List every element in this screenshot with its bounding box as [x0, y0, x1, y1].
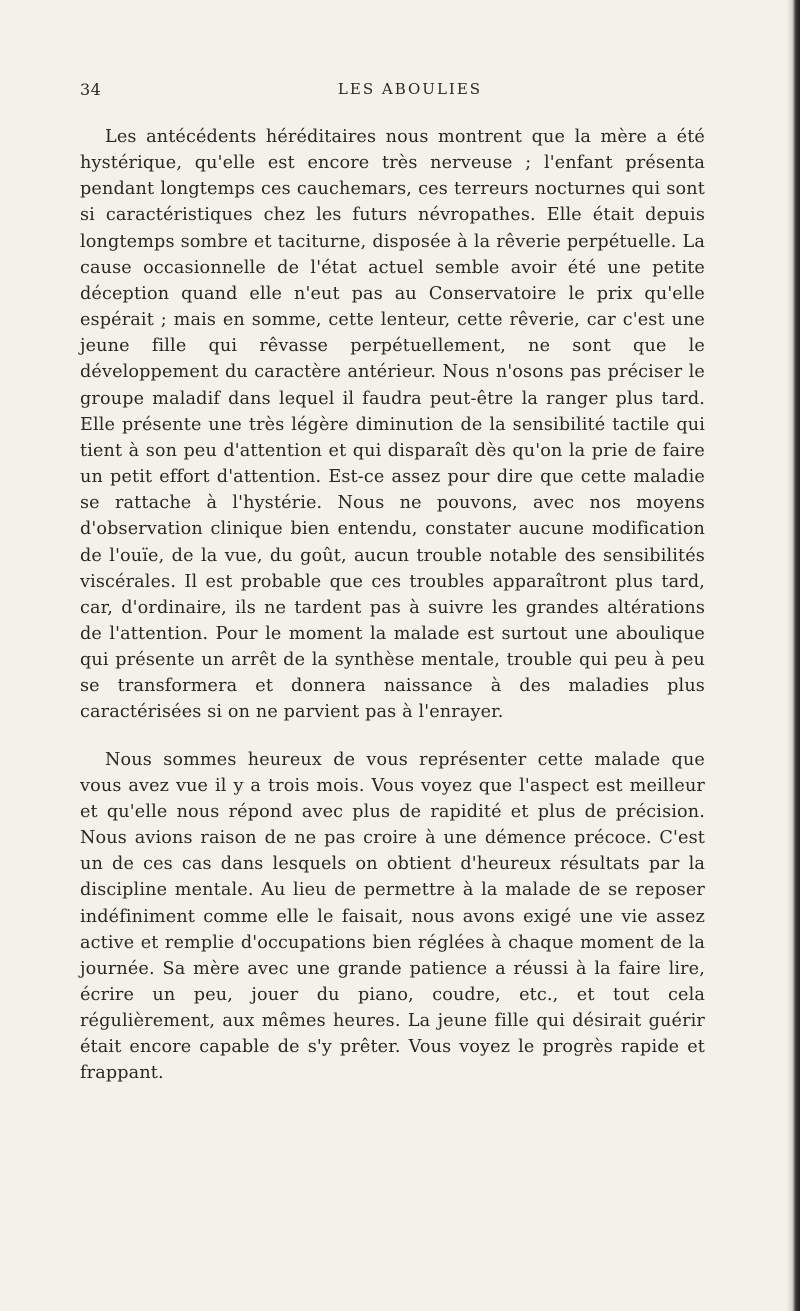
paragraph-1: Les antécédents héréditaires nous montrent que la mère a été hystérique, qu'elle est encore très nerveuse ; l'enfant présenta pendant longtemps ces cauchemars, ces terreurs nocturnes qui sont si caractéristiques chez les futurs névropathes. Elle était depuis longtemps sombre et taciturne, disposée à la rêverie perpétuelle. La cause occasionnelle de l'état actuel semble avoir été une petite déception quand elle n'eut pas au Conservatoire le prix qu'elle espérait ; mais en somme, cette lenteur, cette rêverie, car c'est une jeune fille qui rêvasse perpétuellement, ne sont que le développement du caractère antérieur. Nous n'osons pas préciser le groupe maladif dans lequel il faudra peut-être la ranger plus tard. Elle présente une très légère diminution de la sensibilité tactile qui tient à son peu d'attention et qui disparaît dès qu'on la prie de faire un petit effort d'attention. Est-ce assez pour dire que cette maladie se rattache à l'hystérie. Nous ne pouvons, avec nos moyens d'observation clinique bien entendu, constater aucune modification de l'ouïe, de la vue, du goût, aucun trouble notable des sensibilités viscérales. Il est probable que ces troubles apparaîtront plus tard, car, d'ordinaire, ils ne tardent pas à suivre les grandes altérations de l'attention. Pour le moment la malade est surtout une aboulique qui présente un arrêt de la synthèse mentale, trouble qui peu à peu se transformera et donnera naissance à des maladies plus caractérisées si on ne parvient pas à l'enrayer. — [80, 127, 705, 723]
body-text — [80, 124, 705, 1087]
page-edge-shadow — [786, 0, 800, 1311]
page-header — [60, 80, 760, 110]
page-number: 34 — [80, 80, 102, 99]
paragraph-2: Nous sommes heureux de vous représenter cette malade que vous avez vue il y a trois mois. Vous voyez que l'aspect est meilleur et qu'elle nous répond avec plus de rapidité et plus de précision. Nous avions raison de ne pas croire à une démence précoce. C'est un de ces cas dans lesquels on obtient d'heureux résultats par la discipline mentale. Au lieu de permettre à la malade de se reposer indéfiniment comme elle le faisait, nous avons exigé une vie assez active et remplie d'occupations bien réglées à chaque moment de la journée. Sa mère avec une grande patience a réussi à la faire lire, écrire un peu, jouer du piano, coudre, etc., et tout cela régulièrement, aux mêmes heures. La jeune fille qui désirait guérir était encore capable de s'y prêter. Vous voyez le progrès rapide et frappant. — [80, 749, 705, 1084]
running-title: LES ABOULIES — [337, 80, 483, 98]
